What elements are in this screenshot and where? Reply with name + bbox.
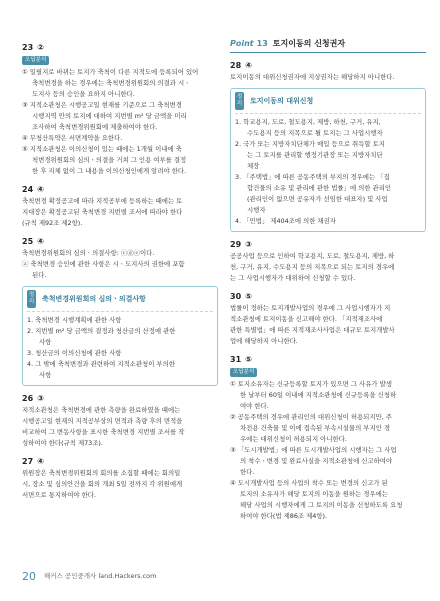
answer-line: 토지의 소유자가 해당 토지의 이동을 원하는 경우에는 (240, 490, 389, 498)
answer-line: 시행지역 안의 토지에 대하여 지번별 m² 당 금액을 미리 (32, 112, 187, 120)
summary-item: 는 그 토지를 관리할 행정기관장 또는 지방자치단 (247, 151, 383, 159)
answer-mark: ④ (37, 457, 44, 466)
answer-line: 관한 특별법」에 따른 지적재조사사업은 대규모 토지개발사 (230, 326, 395, 334)
summary-item: 수도용지 등의 지목으로 될 토지는 그 사업시행자 (247, 129, 383, 137)
answer-line: 축척변경을 하는 경우에는 축척변경위원회의 의결과 시ㆍ (32, 79, 191, 87)
answer-line: 우에는 대위신청이 허용되지 아니한다. (240, 435, 347, 443)
answer-line: 법률이 정하는 토지개발사업의 경우에 그 사업시행자가 지 (230, 304, 391, 312)
point-label: Point (230, 39, 254, 48)
question-30-header (230, 291, 426, 303)
summary-item: 4. 그 밖에 축척변경과 관련하여 지적소관청이 부의한 (27, 360, 175, 368)
footer-text: 해커스 공인중개사 land.Hackers.com (44, 572, 157, 580)
left-column (22, 38, 218, 501)
answer-line: 공공사업 등으로 인하여 학교용지, 도로, 철도용지, 제방, 하 (230, 252, 395, 260)
summary-item: 시행자 (247, 206, 266, 214)
summary-item: 4. 「민법」 제404조에 의한 채권자 (235, 217, 336, 225)
answer-line: 한 날부터 60일 이내에 지적소관청에 신규등록을 신청하 (240, 391, 397, 399)
question-23-header (22, 42, 218, 54)
answer-line: 된다. (32, 271, 47, 279)
summary-item: 체장 (247, 162, 260, 170)
point-header (230, 38, 426, 53)
summary-tag: 정리 (27, 290, 36, 308)
summary-item: 3. 「주택법」에 따른 공동주택의 부지의 경우에는 「집 (235, 173, 390, 181)
answer-line: 위원장은 축척변경위원회의 회의를 소집할 때에는 회의일 (22, 469, 181, 477)
question-number: 23 (22, 43, 34, 52)
answer-mark: ② (37, 43, 44, 52)
summary-item: 합건물의 소유 및 관리에 관한 법률」에 의한 관리인 (247, 184, 392, 192)
right-column (230, 38, 426, 522)
answer-line: 조사하여 축척변경위원회에 제출하여야 한다. (32, 123, 158, 131)
answer-line: 는 그 사업시행자가 대위하여 신청할 수 있다. (230, 274, 356, 282)
wrong-answer-badge: 오답분석 (230, 368, 257, 377)
question-number: 25 (22, 237, 34, 246)
answer-mark: ③ (245, 240, 252, 249)
summary-title: 축척변경위원회의 심의ㆍ의결사항 (42, 294, 146, 303)
question-number: 24 (22, 185, 34, 194)
answer-line: ③ 「도시개발법」에 따른 도시개발사업의 시행자는 그 사업 (230, 446, 397, 454)
answer-line: 여야 한다. (240, 402, 269, 410)
page-footer (22, 571, 156, 582)
point-title: 토지이동의 신청권자 (272, 39, 346, 48)
answer-line: 지대장은 확정공고된 축척변경 지번별 조서에 따라야 한다 (22, 208, 183, 216)
answer-line: 하여야 한다(법 제86조 제4항). (240, 512, 328, 520)
answer-line: 시행공고일 현재의 지적공부상의 면적과 측량 후의 면적을 (22, 417, 183, 425)
answer-mark: ④ (37, 237, 44, 246)
answer-mark: ③ (37, 394, 44, 403)
answer-line: 해당 사업의 시행자에게 그 토지의 이동을 신청하도록 요청 (240, 501, 403, 509)
summary-box-header (27, 287, 213, 312)
answer-line: 적소관청에 토지이동을 신고해야 한다. 「지적재조사에 (230, 315, 383, 323)
answer-line: ④ 도시개발사업 등의 사업의 착수 또는 변경의 신고가 된 (230, 479, 388, 487)
answer-line: 도지사 등의 승인을 요하지 아니한다. (32, 90, 135, 98)
summary-tag: 정리 (235, 92, 244, 110)
answer-line: ③ 지적소관청은 시행공고일 현재를 기준으로 그 축척변경 (22, 101, 182, 109)
wrong-answer-badge: 오답분석 (22, 56, 49, 65)
answer-line: ⑤ 지적소관청은 이의신청이 있는 때에는 1개월 이내에 축 (22, 145, 182, 153)
answer-line: 척변경위원회의 심의ㆍ의결을 거쳐 그 인용 여부를 결정 (32, 156, 187, 164)
answer-mark: ⑤ (245, 292, 252, 301)
question-28-header (230, 60, 426, 72)
answer-line: 한다. (240, 468, 255, 476)
question-25-header (22, 236, 218, 248)
question-29-header (230, 239, 426, 251)
question-27-header (22, 456, 218, 468)
summary-item: 2. 지번별 m² 당 금액의 결정과 청산금의 산정에 관한 (27, 327, 176, 335)
answer-mark: ⑤ (245, 355, 252, 364)
answer-line: 축척변경 확정공고에 따라 지적공부에 등록하는 때에는 토 (22, 197, 183, 205)
question-number: 26 (22, 394, 34, 403)
answer-line: ⓐ 축척변경 승인에 관한 사항은 시ㆍ도지사의 권한에 포함 (22, 260, 185, 268)
answer-line: 축척변경위원회의 심의ㆍ의결사항: ⓒⓓⓔ이다. (22, 249, 155, 257)
summary-title: 토지이동의 대위신청 (250, 96, 314, 105)
answer-line: ① 일필지로 바뀌는 토지가 축척이 다른 지적도에 등록되어 있어 (22, 68, 199, 76)
answer-line: (규칙 제92조 제2항). (22, 219, 83, 227)
question-number: 30 (230, 292, 242, 301)
answer-line: 시, 장소 및 심의안건을 회의 개최 5일 전까지 각 위원에게 (22, 480, 183, 488)
summary-item: 사항 (39, 371, 52, 379)
answer-line: 의 착수ㆍ변경 및 완료사실을 지적소관청에 신고하여야 (240, 457, 393, 465)
question-26-header (22, 393, 218, 405)
answer-mark: ④ (37, 185, 44, 194)
answer-line: 한 후 지체 없이 그 내용을 이의신청인에게 알려야 한다. (32, 167, 187, 175)
question-number: 31 (230, 355, 242, 364)
answer-line: 토지이동의 대위신청권자에 지상권자는 해당하지 아니한다. (230, 73, 395, 81)
answer-line: 차전용 건축물 및 이에 접속된 부속시설물의 부지인 경 (240, 424, 391, 432)
answer-line: 지적소관청은 축척변경에 관한 측량을 완료하였을 때에는 (22, 406, 181, 414)
question-31-header (230, 354, 426, 366)
summary-item: (관리인이 없으면 공유자가 선임한 대표자) 및 사업 (247, 195, 388, 203)
summary-item: 2. 국가 또는 지방자치단체가 매입 등으로 취득할 토지 (235, 140, 385, 148)
summary-box (230, 88, 426, 232)
question-number: 28 (230, 61, 242, 70)
question-24-header (22, 184, 218, 196)
answer-line: ② 공동주택의 경우에 관리인의 대위신청이 허용되지만, 주 (230, 413, 392, 421)
summary-item: 1. 학교용지, 도로, 철도용지, 제방, 하천, 구거, 유지, (235, 118, 381, 126)
answer-line: 업에 해당하지 아니한다. (230, 337, 298, 345)
summary-box (22, 286, 218, 386)
answer-line: ① 토지소유자는 신규등록할 토지가 있으면 그 사유가 발생 (230, 380, 392, 388)
summary-box-header (235, 89, 421, 114)
question-number: 27 (22, 457, 34, 466)
summary-item: 1. 축척변경 시행계획에 관한 사항 (27, 316, 122, 324)
answer-mark: ④ (245, 61, 252, 70)
answer-line: ④ 무청산특약은 서면계약을 요한다. (22, 134, 123, 142)
answer-line: 비교하여 그 변동사항을 표시한 축척변경 지번별 조서를 작 (22, 428, 185, 436)
page-number: 20 (22, 570, 36, 583)
question-number: 29 (230, 240, 242, 249)
answer-line: 서면으로 통지하여야 한다. (22, 491, 97, 499)
summary-item: 3. 청산금의 이의신청에 관한 사항 (27, 349, 122, 357)
answer-line: 천, 구거, 유지, 수도용지 등의 지목으로 되는 토지의 경우에 (230, 263, 395, 271)
answer-line: 성하여야 한다(규칙 제73조). (22, 439, 103, 447)
summary-item: 사항 (39, 338, 52, 346)
point-number: 13 (256, 39, 268, 48)
